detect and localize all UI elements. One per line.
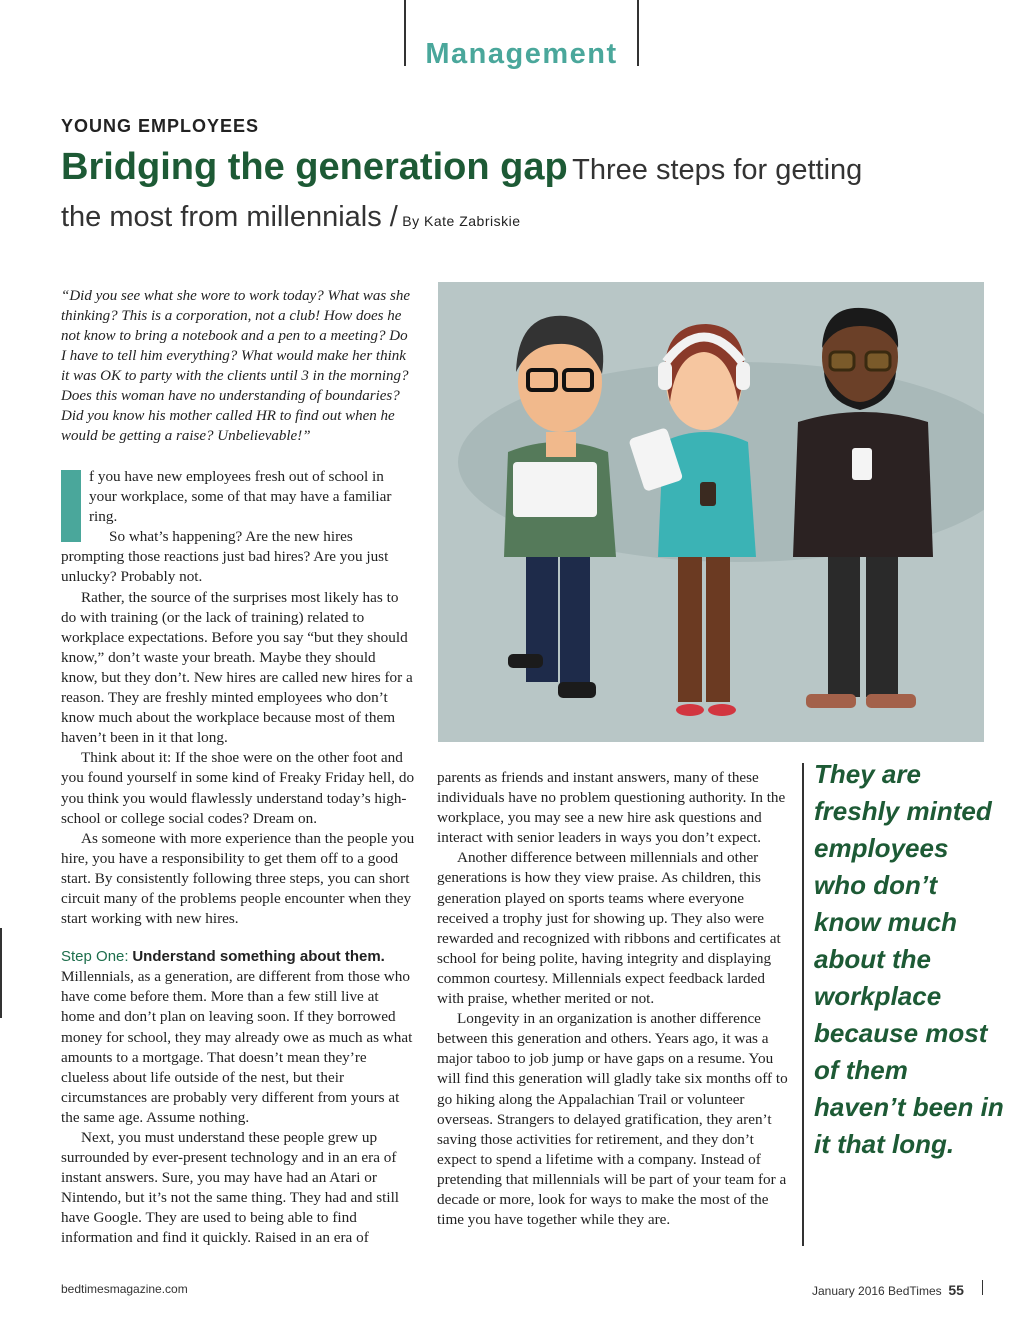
paragraph: Think about it: If the shoe were on the other foot and you found yourself in some kind of Freaky Friday hell, do you think you would flawlessly understand today’s high-school or college social codes? Dream on. (61, 749, 415, 827)
step-label: Step One: (61, 948, 129, 966)
body-column-1 (61, 467, 415, 1249)
headline-block (61, 146, 961, 243)
footer-issue-info (812, 1282, 964, 1298)
intro-quote: “Did you see what she wore to work today? What was she thinking? This is a corporation, not a club! How does he not know to bring a notebook and a pen to a meeting? Do I have to tell him everything? What would make her think it was OK to party with the clients until 3 in the morning? Does this woman have no understanding of boundaries? Did you know his mother called HR to find out when he would be getting a raise? Unbelievable!” (61, 288, 411, 444)
paragraph: Another difference between millennials and other generations is how they view praise. As children, this generation played on sports teams where everyone received a trophy just for showing up. They also were rewarded and recognized with ribbons and certificates at school for being polite, having integrity and displaying common courtesy. Millennials expect feedback larded with praise, whether merited or not. (437, 849, 781, 1008)
pull-quote: They are freshly minted employees who don’t know much about the workplace because most of them haven’t been in it that long. (814, 759, 1004, 1159)
byline: By Kate Zabriskie (402, 213, 521, 229)
footer-issue: January 2016 BedTimes (812, 1284, 942, 1298)
article-deck-2: the most from millennials / (61, 201, 398, 233)
paragraph: Next, you must understand these people grew up surrounded by ever-present technology and in an era of instant answers. Sure, you may have had an Atari or Nintendo, but it’s not the same thing. They had and still have Google. They are used to being able to find information and find it quickly. Raised in an era of (61, 1129, 400, 1247)
article-kicker: YOUNG EMPLOYEES (61, 116, 260, 136)
step-title: Understand something about them. (132, 948, 385, 966)
drop-cap (61, 470, 81, 542)
page-number: 55 (948, 1282, 964, 1298)
step-heading (61, 947, 415, 967)
pull-quote-rule (802, 763, 804, 1246)
article-deck-1: Three steps for getting (572, 154, 863, 186)
paragraph: As someone with more experience than the people you hire, you have a responsibility to get them off to a good start. By consistently following three steps, you can short circuit many of the problems people encounter when they start working with new hires. (61, 829, 415, 928)
millennials-illustration (438, 282, 984, 742)
footer-website: bedtimesmagazine.com (61, 1282, 188, 1296)
footer-tick (982, 1280, 983, 1295)
page-edge-mark (0, 928, 2, 1018)
paragraph: So what’s happening? Are the new hires prompting those reactions just bad hires? Are you just unlucky? Probably not. (61, 528, 389, 586)
paragraph: parents as friends and instant answers, many of these individuals have no problem questioning authority. In the workplace, you may see a new hire ask questions and interact with senior leaders in ways you don’t expect. (437, 769, 786, 847)
paragraph: Rather, the source of the surprises most likely has to do with training (or the lack of training) related to workplace expectations. Before you say “but they should know,” don’t waste your breath. Maybe they should know, but they don’t. New hires are called new hires for a reason. They are freshly minted employees who don’t know much about the workplace because most of them haven’t been in it that long. (61, 588, 413, 747)
paragraph: Millennials, as a generation, are different from those who have come before them. More than a few still live at home and don’t plan on leaving soon. If they borrowed money for school, they may already owe as much as what amounts to a mortgage. That doesn’t mean they’re clueless about life outside of the nest, but their circumstances are probably very different from yours at the same age. Assume nothing. (61, 968, 413, 1126)
section-label: Management (425, 38, 618, 70)
article-title: Bridging the generation gap (61, 146, 568, 188)
paragraph: Longevity in an organization is another difference between this generation and others. Years ago, it was a major taboo to job jump or have gaps on a resume. You will find this generation will gladly take six months off to go hiking along the Appalachian Trail or volunteer overseas. Strangers to delayed gratification, they aren’t saving those activities for retirement, and they don’t expect to spend a lifetime with a company. Instead of pretending that millennials will be part of your team for a decade or more, look for ways to make the most of the time you have together while they are. (437, 1010, 788, 1229)
paragraph: f you have new employees fresh out of school in your workplace, some of that may have a familiar ring. (61, 467, 415, 527)
body-column-2 (437, 768, 791, 1230)
